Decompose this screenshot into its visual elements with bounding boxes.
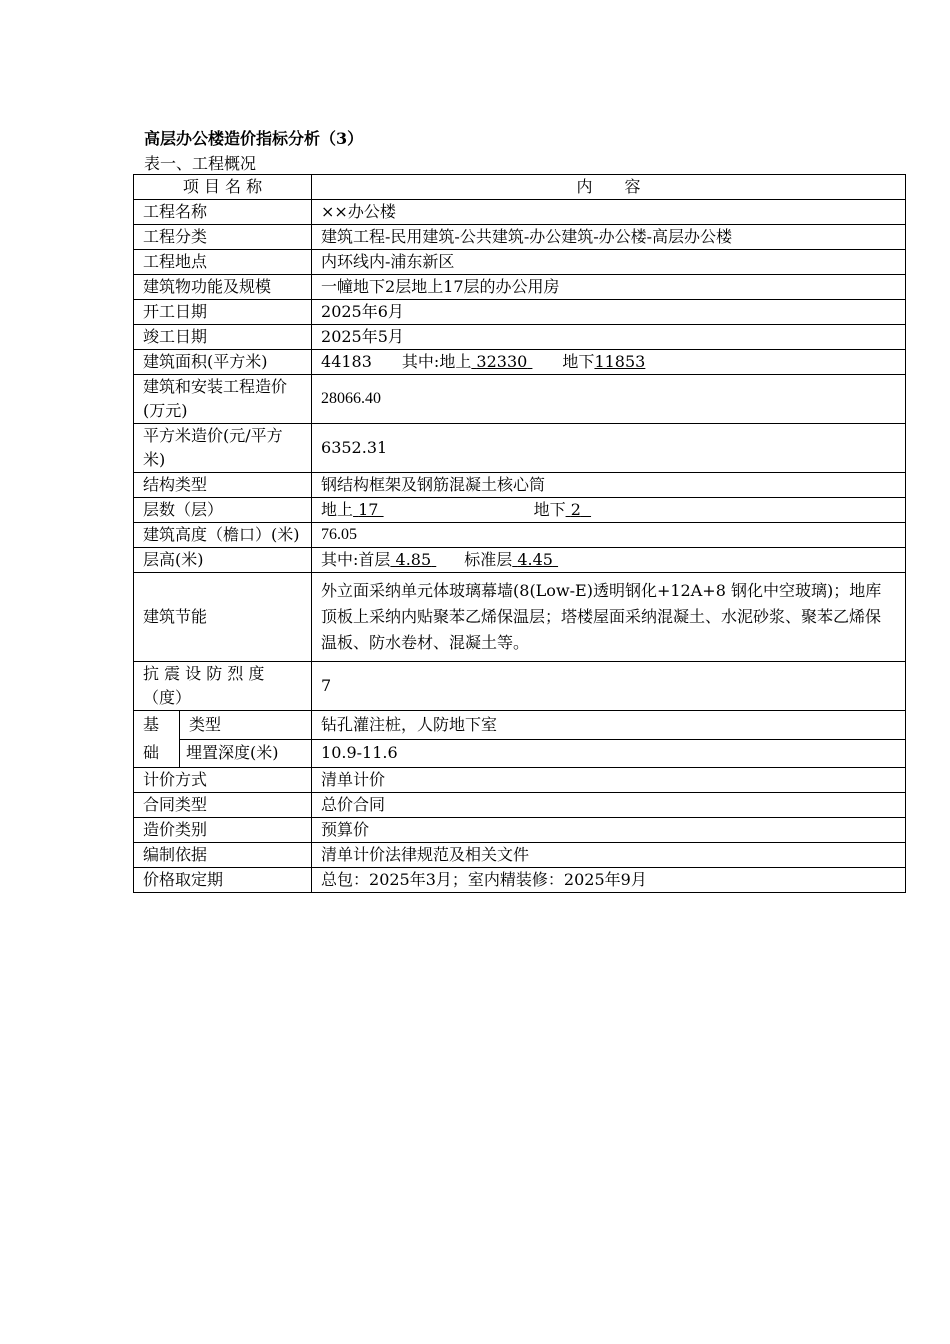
row-label: 竣工日期 (134, 325, 312, 350)
table-row (134, 818, 906, 843)
floor-height-std: 4.45 (517, 550, 553, 569)
row-label: 价格取定期 (134, 868, 312, 893)
project-overview-table (133, 174, 906, 893)
table-row-cost (134, 375, 906, 424)
row-label: 层高(米) (134, 548, 312, 573)
table-row-height (134, 523, 906, 548)
floor-height-prefix: 其中:首层 (321, 550, 391, 569)
row-value: 28066.40 (312, 375, 906, 424)
floor-height-first: 4.85 (395, 550, 432, 569)
table-row (134, 275, 906, 300)
row-value: 清单计价法律规范及相关文件 (312, 843, 906, 868)
table-row-area (134, 350, 906, 375)
foundation-label: 基 础 (134, 711, 180, 768)
row-label: 建筑和安装工程造价(万元) (134, 375, 312, 424)
foundation-type-label: 类型 (180, 711, 312, 740)
floors-above-prefix: 地上 (321, 500, 354, 519)
row-value: 总价合同 (312, 793, 906, 818)
row-value: 2025年5月 (312, 325, 906, 350)
area-total: 44183 (321, 352, 372, 371)
row-value-area (312, 350, 906, 375)
row-value: 预算价 (312, 818, 906, 843)
row-label: 工程地点 (134, 250, 312, 275)
table-row-foundation-depth (134, 739, 906, 768)
row-value-energy: 外立面采纳单元体玻璃幕墙(8(Low-E)透明钢化+12A+8 钢化中空玻璃)；地库顶板上采纳内贴聚苯乙烯保温层；塔楼屋面采纳混凝土、水泥砂浆、聚苯乙烯保温板、防水卷材、混凝土等。 (312, 573, 906, 662)
row-value: 6352.31 (312, 424, 906, 473)
row-label: 计价方式 (134, 768, 312, 793)
row-value: 钢结构框架及钢筋混凝土核心筒 (312, 473, 906, 498)
area-above: 32330 (476, 352, 528, 371)
table-row (134, 200, 906, 225)
row-value: ××办公楼 (312, 200, 906, 225)
table-row (134, 300, 906, 325)
table-row (134, 473, 906, 498)
row-value: 清单计价 (312, 768, 906, 793)
row-value: 建筑工程-民用建筑-公共建筑-办公建筑-办公楼-高层办公楼 (312, 225, 906, 250)
row-label: 建筑物功能及规模 (134, 275, 312, 300)
row-label: 工程分类 (134, 225, 312, 250)
table-header-row (134, 175, 906, 200)
table-row (134, 868, 906, 893)
table-row-foundation-type (134, 711, 906, 740)
row-label: 工程名称 (134, 200, 312, 225)
table-row (134, 843, 906, 868)
row-label: 平方米造价(元/平方米) (134, 424, 312, 473)
table-row (134, 768, 906, 793)
row-label: 结构类型 (134, 473, 312, 498)
row-value-floors (312, 498, 906, 523)
row-value: 7 (312, 662, 906, 711)
row-label: 开工日期 (134, 300, 312, 325)
table-row-floors (134, 498, 906, 523)
area-above-prefix: 其中:地上 (401, 352, 472, 371)
table-row (134, 793, 906, 818)
row-label: 建筑节能 (134, 573, 312, 662)
floors-below: 2 (570, 500, 581, 519)
row-value: 2025年6月 (312, 300, 906, 325)
row-label: 造价类别 (134, 818, 312, 843)
table-row (134, 325, 906, 350)
floor-height-std-prefix: 标准层 (464, 550, 513, 569)
row-value: 总包：2025年3月；室内精装修：2025年9月 (312, 868, 906, 893)
header-content: 内 容 (312, 175, 906, 200)
row-label: 合同类型 (134, 793, 312, 818)
table-row-seismic (134, 662, 906, 711)
row-label: 建筑面积(平方米) (134, 350, 312, 375)
row-label: 抗 震 设 防 烈 度（度） (134, 662, 312, 711)
table-row-energy (134, 573, 906, 662)
table-caption: 表一、工程概况 (144, 154, 257, 173)
area-below: 11853 (594, 352, 646, 371)
table-row-floor-height (134, 548, 906, 573)
foundation-type-value: 钻孔灌注桩，人防地下室 (312, 711, 906, 740)
row-value-floor-height (312, 548, 906, 573)
table-row (134, 250, 906, 275)
table-row-unit-cost (134, 424, 906, 473)
row-label: 编制依据 (134, 843, 312, 868)
floors-above: 17 (358, 500, 379, 519)
row-value: 内环线内-浦东新区 (312, 250, 906, 275)
foundation-depth-value: 10.9-11.6 (312, 739, 906, 768)
area-below-prefix: 地下 (562, 352, 595, 371)
header-item-name: 项 目 名 称 (134, 175, 312, 200)
row-value: 76.05 (312, 523, 906, 548)
floors-below-prefix: 地下 (533, 500, 566, 519)
table-row (134, 225, 906, 250)
foundation-depth-label: 埋置深度(米) (180, 739, 312, 768)
row-label: 建筑高度（檐口）(米) (134, 523, 312, 548)
row-label: 层数（层） (134, 498, 312, 523)
document-title: 高层办公楼造价指标分析（3） (144, 129, 364, 148)
row-value: 一幢地下2层地上17层的办公用房 (312, 275, 906, 300)
